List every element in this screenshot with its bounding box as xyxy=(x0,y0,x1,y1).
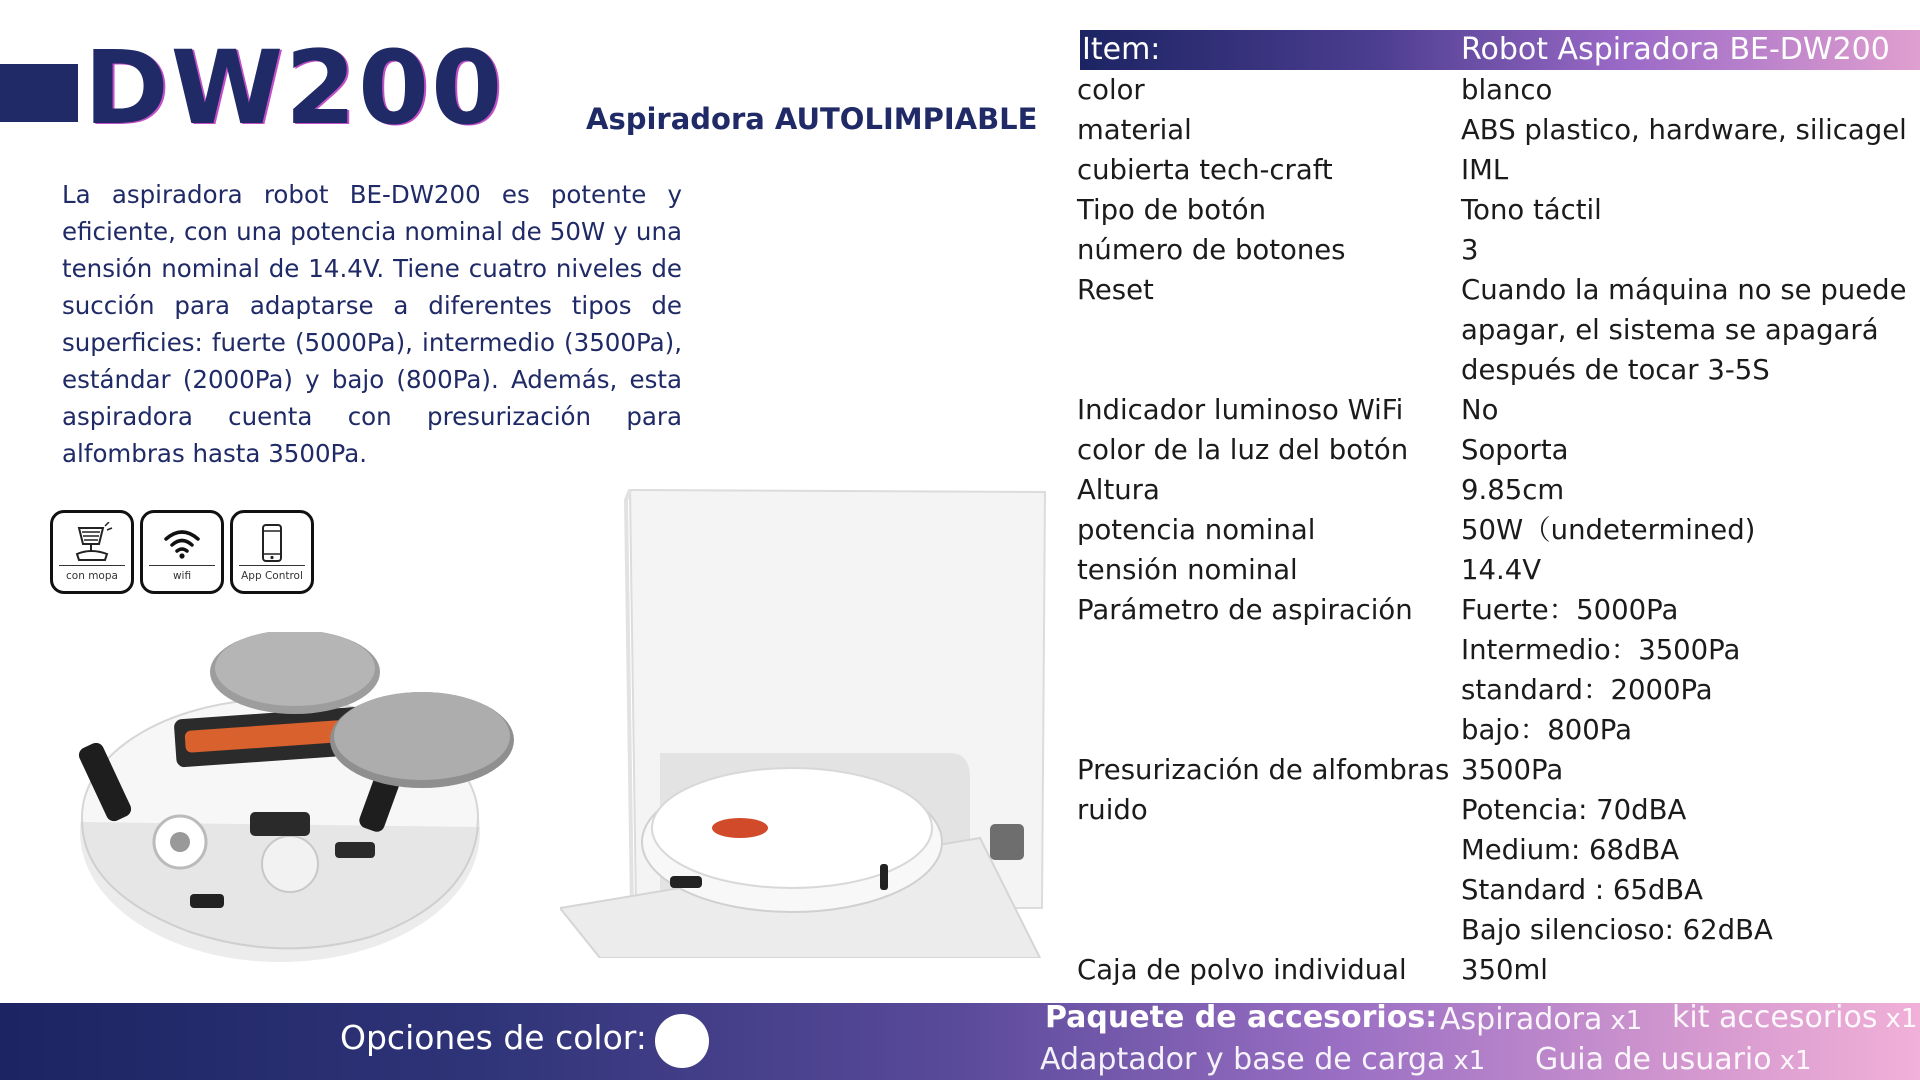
accessory-item xyxy=(1440,1002,1642,1037)
spec-table-header xyxy=(1080,30,1920,70)
phone-icon xyxy=(233,521,311,565)
accessory-item xyxy=(1040,1042,1485,1077)
feature-app-control xyxy=(230,510,314,594)
spec-value xyxy=(1461,470,1920,510)
spec-value-line: Cuando la máquina no se puede xyxy=(1461,274,1907,306)
wifi-icon xyxy=(143,521,221,565)
spec-row xyxy=(1077,950,1920,990)
spec-key: Indicador luminoso WiFi xyxy=(1077,394,1404,426)
feature-icons xyxy=(50,510,314,594)
accessory-qty: x1 xyxy=(1779,1046,1812,1076)
spec-value-line: Tono táctil xyxy=(1461,194,1602,226)
title-accent-bar xyxy=(0,64,78,122)
spec-value xyxy=(1461,110,1920,150)
color-options-label: Opciones de color: xyxy=(340,1018,647,1057)
spec-value-line: Intermedio：3500Pa xyxy=(1461,634,1741,666)
accessory-qty: x1 xyxy=(1610,1006,1643,1036)
spec-value xyxy=(1461,390,1920,430)
spec-value-line: Bajo silencioso: 62dBA xyxy=(1461,914,1773,946)
spec-value xyxy=(1461,790,1920,950)
feature-label: con mopa xyxy=(59,565,125,582)
spec-header-value: Robot Aspiradora BE-DW200 xyxy=(1461,32,1890,67)
spec-value-line: Standard : 65dBA xyxy=(1461,874,1703,906)
spec-row xyxy=(1077,590,1920,750)
spec-value-line: IML xyxy=(1461,154,1509,186)
spec-key: Caja de polvo individual xyxy=(1077,954,1407,986)
spec-value-line: 14.4V xyxy=(1461,554,1542,586)
spec-value-line: 50W（undetermined) xyxy=(1461,514,1756,546)
accessory-name: Aspiradora xyxy=(1440,1002,1603,1037)
spec-key: color de la luz del botón xyxy=(1077,434,1409,466)
feature-wifi xyxy=(140,510,224,594)
spec-value-line: después de tocar 3-5S xyxy=(1461,354,1770,386)
spec-key: Tipo de botón xyxy=(1077,194,1267,226)
spec-value-line: apagar, el sistema se apagará xyxy=(1461,314,1879,346)
spec-row xyxy=(1077,790,1920,950)
spec-value-line: 3500Pa xyxy=(1461,754,1564,786)
mop-icon xyxy=(53,521,131,565)
feature-label: App Control xyxy=(239,565,305,582)
spec-key: Reset xyxy=(1077,274,1154,306)
spec-row xyxy=(1077,550,1920,590)
spec-value xyxy=(1461,150,1920,190)
accessory-qty: x1 xyxy=(1885,1004,1918,1034)
accessory-name: Adaptador y base de carga xyxy=(1040,1042,1446,1077)
product-subtitle: Aspiradora AUTOLIMPIABLE xyxy=(586,102,1038,136)
spec-key: tensión nominal xyxy=(1077,554,1298,586)
spec-value-line: 350ml xyxy=(1461,954,1548,986)
spec-value xyxy=(1461,590,1920,750)
accessory-qty: x1 xyxy=(1453,1046,1486,1076)
color-swatch-white[interactable] xyxy=(655,1014,709,1068)
spec-row xyxy=(1077,70,1920,110)
spec-value-line: 3 xyxy=(1461,234,1479,266)
spec-row xyxy=(1077,430,1920,470)
spec-value-line: No xyxy=(1461,394,1499,426)
spec-row xyxy=(1077,270,1920,390)
robot-vacuum-bottom-image xyxy=(70,632,540,972)
product-model-title: DW200 xyxy=(84,29,505,148)
spec-value xyxy=(1461,950,1920,990)
spec-table xyxy=(1077,70,1920,990)
spec-key: cubierta tech-craft xyxy=(1077,154,1333,186)
accessory-item xyxy=(1535,1042,1812,1077)
spec-value xyxy=(1461,750,1920,790)
spec-key: ruido xyxy=(1077,794,1148,826)
spec-value xyxy=(1461,190,1920,230)
spec-row xyxy=(1077,190,1920,230)
spec-value-line: Soporta xyxy=(1461,434,1569,466)
spec-row xyxy=(1077,230,1920,270)
spec-key: Presurización de alfombras xyxy=(1077,754,1450,786)
spec-value xyxy=(1461,230,1920,270)
spec-value-line: Medium: 68dBA xyxy=(1461,834,1680,866)
spec-value xyxy=(1461,270,1920,390)
spec-row xyxy=(1077,110,1920,150)
product-description: La aspiradora robot BE-DW200 es potente y eficiente, con una potencia nominal de 50W y una tensión nominal de 14.4V. Tiene cuatro niveles de succión para adaptarse a diferentes tipos de superficies: fuerte (5000Pa), intermedio (3500Pa), estándar (2000Pa) y bajo (800Pa). Además, esta aspiradora cuenta con presurización para alfombras hasta 3500Pa. xyxy=(62,180,682,468)
spec-value-line: standard：2000Pa xyxy=(1461,674,1713,706)
spec-value-line: ABS plastico, hardware, silicagel xyxy=(1461,114,1907,146)
spec-row xyxy=(1077,470,1920,510)
spec-value xyxy=(1461,550,1920,590)
spec-key: potencia nominal xyxy=(1077,514,1316,546)
feature-label: wifi xyxy=(149,565,215,582)
spec-value-line: 9.85cm xyxy=(1461,474,1565,506)
spec-value-line: bajo：800Pa xyxy=(1461,714,1632,746)
spec-row xyxy=(1077,510,1920,550)
spec-key: número de botones xyxy=(1077,234,1346,266)
spec-value-line: Fuerte：5000Pa xyxy=(1461,594,1679,626)
accessory-name: Guia de usuario xyxy=(1535,1042,1772,1077)
accessory-item xyxy=(1672,1000,1917,1035)
spec-key: material xyxy=(1077,114,1192,146)
spec-key: Parámetro de aspiración xyxy=(1077,594,1413,626)
spec-value-line: Potencia: 70dBA xyxy=(1461,794,1687,826)
spec-row xyxy=(1077,390,1920,430)
spec-key: Altura xyxy=(1077,474,1160,506)
feature-mop xyxy=(50,510,134,594)
spec-row xyxy=(1077,150,1920,190)
accessories-label: Paquete de accesorios: xyxy=(1045,1000,1438,1035)
spec-row xyxy=(1077,750,1920,790)
spec-value xyxy=(1461,510,1920,550)
spec-value xyxy=(1461,430,1920,470)
spec-value xyxy=(1461,70,1920,110)
spec-header-key: Item: xyxy=(1082,32,1161,67)
charging-station-image xyxy=(560,488,1060,958)
spec-key: color xyxy=(1077,74,1145,106)
spec-value-line: blanco xyxy=(1461,74,1553,106)
accessory-name: kit accesorios xyxy=(1672,1000,1878,1035)
